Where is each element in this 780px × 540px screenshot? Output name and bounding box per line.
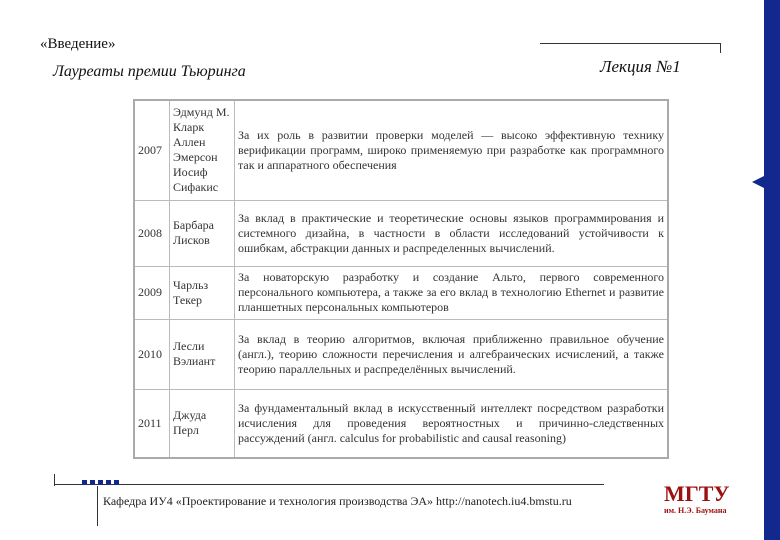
footer-divider [54, 484, 604, 485]
description-cell: За вклад в теорию алгоритмов, включая приближенно правильное обучение (англ.), теорию сложности перечисления и алгебраических исчислений, а также теорию параллельных и распределённых вычислений. [235, 319, 669, 389]
laureate-cell: Джуда Перл [170, 389, 235, 458]
laureate-cell: Барбара Лисков [170, 200, 235, 266]
description-cell: За вклад в практические и теоретические основы языков программирования и системного дизайна, в частности в области исследований устойчивости к ошибкам, абстракции данных и распределенных вычислений. [235, 200, 669, 266]
table-row [134, 319, 668, 389]
header-divider-tick [720, 43, 721, 53]
side-accent-bar [764, 0, 780, 540]
side-accent-notch [752, 176, 764, 188]
table-row [134, 200, 668, 266]
laureate-cell: Эдмунд М. Кларк Аллен Эмерсон Иосиф Сифакис [170, 100, 235, 200]
decor-square [98, 480, 103, 485]
year-cell: 2009 [134, 266, 170, 319]
laureates-table [133, 99, 669, 459]
footer-divider-vertical [97, 486, 98, 526]
year-cell: 2008 [134, 200, 170, 266]
table-row [134, 389, 668, 458]
description-cell: За фундаментальный вклад в искусственный интеллект посредством разработки исчисления для проведения вероятностных и причинно-следственных рассуждений (англ. calculus for probabilistic and causal reasoning) [235, 389, 669, 458]
description-cell: За их роль в развитии проверки моделей — высоко эффективную технику верификации программ, широко применяемую при разработке как программного так и аппаратного обеспечения [235, 100, 669, 200]
table-row [134, 100, 668, 200]
year-cell: 2007 [134, 100, 170, 200]
header-divider [540, 43, 720, 44]
section-label: «Введение» [40, 36, 116, 52]
description-cell: За новаторскую разработку и создание Альто, первого современного персонального компьютера, а также за его вклад в технологию Ethernet и развитие планшетных персональных компьютеров [235, 266, 669, 319]
decor-square [114, 480, 119, 485]
decor-square [106, 480, 111, 485]
laureate-cell: Чарльз Текер [170, 266, 235, 319]
decor-square [90, 480, 95, 485]
year-cell: 2011 [134, 389, 170, 458]
year-cell: 2010 [134, 319, 170, 389]
laureate-cell: Лесли Вэлиант [170, 319, 235, 389]
slide-title: Лауреаты премии Тьюринга [53, 63, 246, 80]
mgtu-logo-subtitle: им. Н.Э. Баумана [664, 506, 727, 515]
decor-square [82, 480, 87, 485]
table-row [134, 266, 668, 319]
footer-text: Кафедра ИУ4 «Проектирование и технология производства ЭА» http://nanotech.iu4.bmstu.ru [103, 494, 572, 508]
lecture-number: Лекция №1 [600, 57, 681, 76]
mgtu-logo: МГТУ [664, 481, 730, 506]
